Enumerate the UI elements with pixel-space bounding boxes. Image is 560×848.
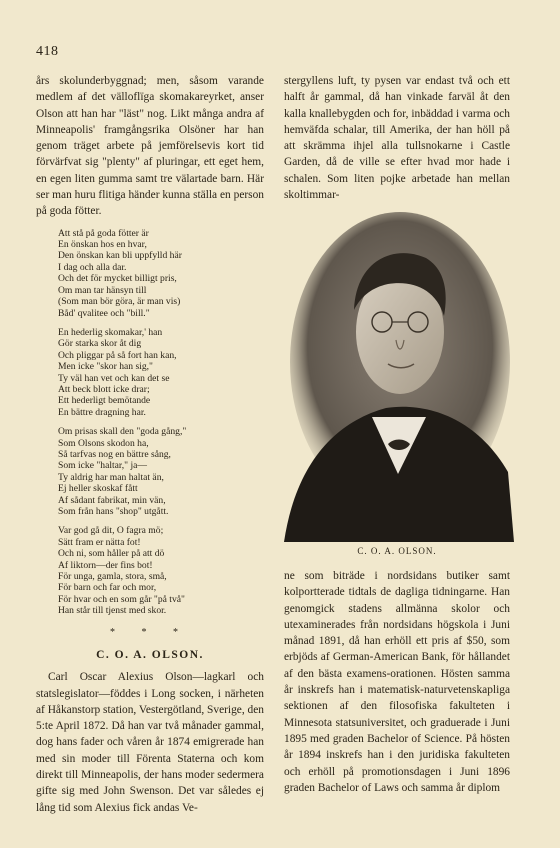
poem-line: Och ni, som håller på att dö: [58, 548, 165, 560]
poem: [58, 228, 264, 617]
poem-line: Af sådant fabrikat, min vän,: [58, 494, 166, 506]
poem-line: Men icke "skor han sig,": [58, 361, 153, 373]
poem-line: En bättre dragning har.: [58, 406, 146, 418]
poem-line: Han står till tjenst med skor.: [58, 605, 167, 617]
poem-line: Om prisas skall den "goda gång,": [58, 426, 187, 438]
biography-continued-paragraph-2: ne som biträde i nordsidans butiker samt kolportterade tidtals de dagliga tidningarne. Han genomgick stadens allmänna skolor och utexaminerades från nordsidans högskola i Juni månad 1891, då han erhöll ett pris af $50, som erbjöds af German-American Bank, för hållandet af den bästa examens-orationen. Hösten samma år inskrefs han i matematisk-naturvetenskapliga sektionen af den filosofiska fakulteten i Minnesota statsuniversitet, och graduerade i Juni 1895 med graden Bachelor of Science. På hösten år 1894 inskrefs han i den juridiska fakulteten och erhöll på promotionsdagen i Juni 1896 graden Bachelor of Laws och samma år diplom: [284, 570, 510, 794]
poem-line: (Som man bör göra, är man vis): [58, 296, 181, 308]
right-column-bottom: [284, 568, 510, 796]
portrait-caption: C. O. A. OLSON.: [357, 546, 437, 556]
poem-line: Så tarfvas nog en bättre sång,: [58, 448, 171, 460]
poem-line: Gör starka skor åt dig: [58, 338, 142, 350]
poem-stanza: [58, 426, 264, 517]
biography-paragraph: Carl Oscar Alexius Olson—lagkarl och statslegislator—föddes i Long socken, i närheten af Håkanstorp station, Vestergötland, Sverige, den 5:te April 1872. Då han var två månader gammal, dog hans fader och våren år 1874 emigrerade han med sin moder till Förenta Staterna och kom direkt till Minneapolis, der hans moder sedermera gifte sig med John Swenson. Det var således ej lång tid som Alexius fick andas Ve-: [36, 671, 264, 814]
poem-line: I dag och alla dar.: [58, 261, 127, 273]
poem-line: För barn och far och mor,: [58, 582, 157, 594]
poem-line: För hvar och en som går "på två": [58, 593, 185, 605]
intro-paragraph: års skolunderbyggnad; men, såsom varande medlem af det välloflïga skomakareyrket, anser Olson att han har "läst" nog. Likt många andra af Minneapolis' framgångsrika Olsöner har han genom träget arbete på jemförelsevis kort tid förvärfvat sig "plenty" af pluringar, ett eget hem, en egen liten gumma samt tre välartade barn. Här ser man huru flitiga händer kunna ställa en person på goda fötter.: [36, 75, 264, 218]
poem-line: Ty väl han vet och kan det se: [58, 372, 170, 384]
poem-line: Sätt fram er nätta fot!: [58, 536, 141, 548]
poem-line: En önskan hos en hvar,: [58, 239, 147, 251]
poem-line: Att stå på goda fötter är: [58, 227, 149, 239]
left-column: [36, 73, 264, 816]
poem-line: Om man tar hänsyn till: [58, 284, 147, 296]
poem-line: Som Olsons skodon ha,: [58, 437, 149, 449]
poem-line: Som från hans "shop" utgått.: [58, 506, 169, 518]
poem-line: Var god gå dit, O fagra mö;: [58, 525, 164, 537]
poem-line: Den önskan kan bli uppfylld här: [58, 250, 182, 262]
poem-line: Ett hederligt bemötande: [58, 395, 151, 407]
poem-line: Båd' qvalitee och "bill.": [58, 307, 150, 319]
poem-stanza: [58, 228, 264, 319]
poem-stanza: [58, 525, 264, 616]
poem-line: Ty aldrig har man haltat än,: [58, 471, 164, 483]
section-heading: C. O. A. OLSON.: [96, 648, 204, 661]
portrait-photo: [276, 212, 514, 542]
poem-line: För unga, gamla, stora, små,: [58, 571, 167, 583]
poem-line: Och pliggar på så fort han kan,: [58, 349, 177, 361]
section-separator: * * *: [110, 626, 190, 638]
poem-line: Och det för mycket billigt pris,: [58, 273, 177, 285]
poem-line: Ej heller skoskaf fått: [58, 483, 138, 495]
right-column-top: [284, 73, 510, 203]
poem-line: Att beck blott icke drar;: [58, 383, 150, 395]
poem-line: En hederlig skomakar,' han: [58, 326, 163, 338]
page-number: 418: [36, 44, 59, 59]
biography-continued-paragraph: stergyllens luft, ty pysen var endast två och ett halft år gammal, då han vinkade farväl åt den kalla knallebygden och for, inbäddad i varma och hemväfda schalar, till Amerika, der han höll på att skrämma ihjel alla tullsnokarne i Castle Garden, då de ville se efter hvad mor hade i schalen. Som liten pojke arbetade han mellan skoltimmar-: [284, 75, 510, 202]
poem-line: Som icke "haltar," ja—: [58, 460, 147, 472]
poem-line: Af liktorn—der fins bot!: [58, 559, 153, 571]
poem-stanza: [58, 327, 264, 418]
